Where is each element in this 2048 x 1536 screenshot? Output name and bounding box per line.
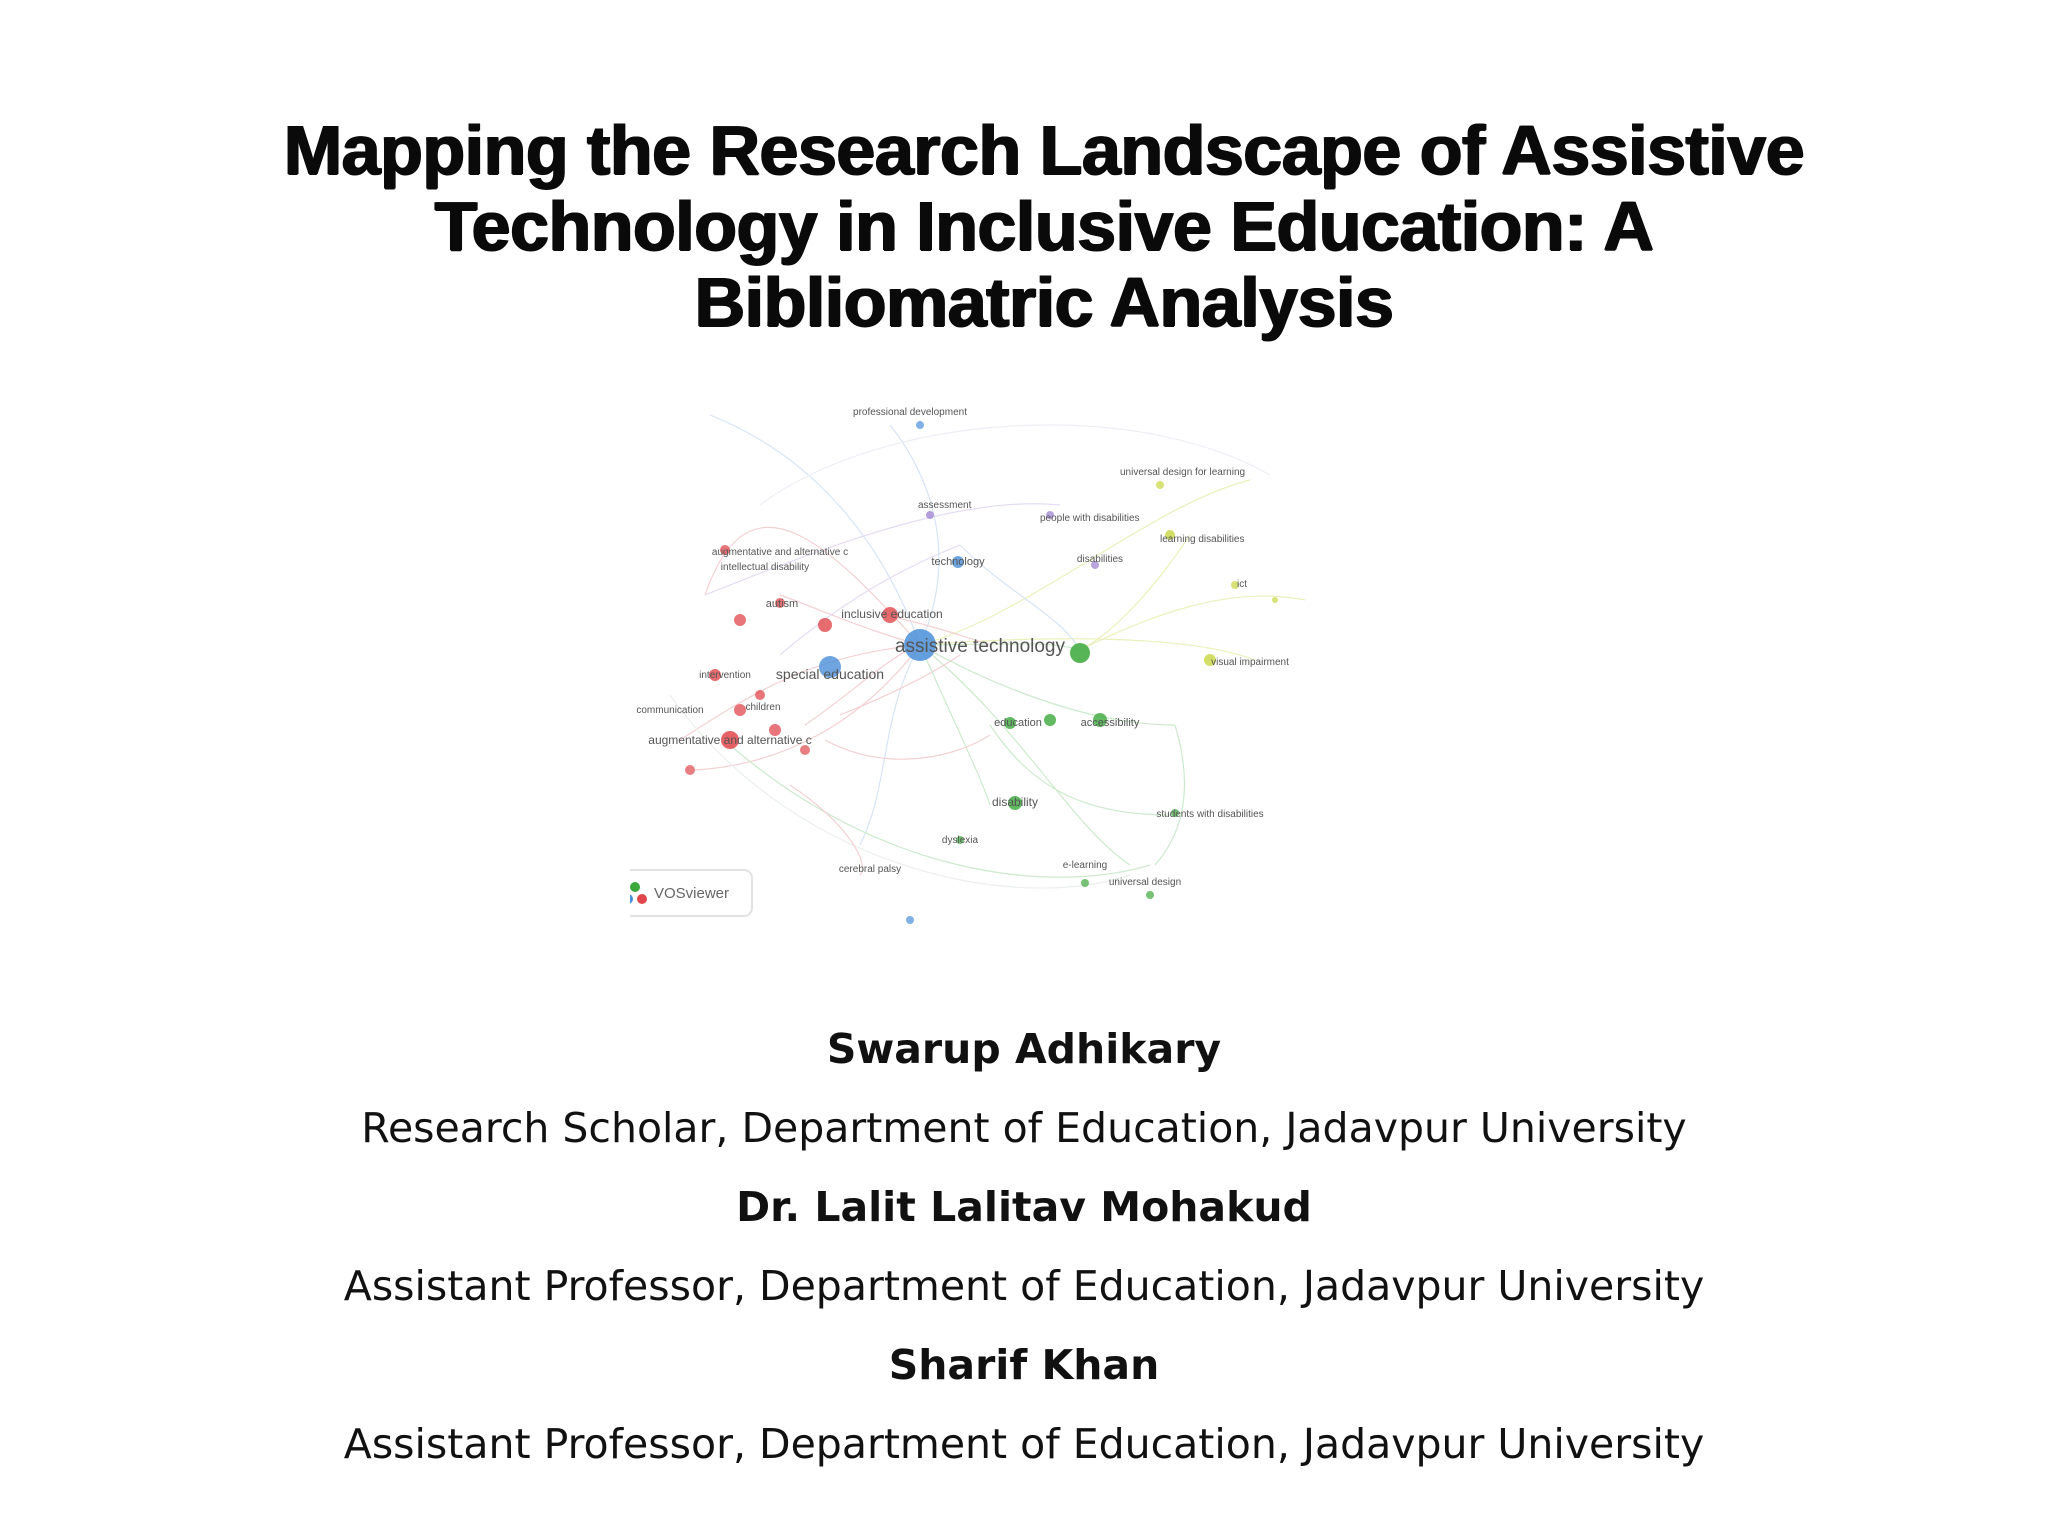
- label-aac-bottom: augmentative and alternative c: [648, 733, 812, 747]
- label-cerebral-palsy: cerebral palsy: [838, 864, 902, 875]
- label-learning-disabilities: learning disabilities: [1160, 534, 1245, 545]
- label-autism: autism: [765, 598, 799, 610]
- vosviewer-badge: [630, 870, 752, 916]
- author-name-1: Swarup Adhikary: [826, 1025, 1222, 1073]
- author-name-2: Dr. Lalit Lalitav Mohakud: [736, 1183, 1312, 1231]
- label-assessment: assessment: [918, 500, 972, 511]
- title-line-1: Mapping the Research Landscape of Assistive: [283, 111, 1805, 189]
- label-technology: technology: [931, 556, 985, 568]
- label-dyslexia: dyslexia: [941, 835, 979, 846]
- node-green-large: [1070, 643, 1090, 663]
- node-inclusive-education-2: [818, 618, 832, 632]
- label-communication: communication: [636, 705, 704, 716]
- author-list: [0, 1010, 2048, 1484]
- title-line-2: Technology in Inclusive Education: A: [434, 187, 1654, 265]
- label-assistive-technology: assistive technology: [894, 636, 1066, 657]
- node-communication: [734, 704, 746, 716]
- label-accessibility: accessibility: [1080, 717, 1140, 729]
- label-universal-design: universal design: [1108, 877, 1182, 888]
- label-disability: disability: [991, 795, 1039, 809]
- node-cerebral-palsy: [906, 916, 914, 924]
- node-red-small-4: [685, 765, 695, 775]
- node-red-small-2: [734, 614, 746, 626]
- vosviewer-badge-label: VOSviewer: [654, 885, 730, 902]
- title-line-3: Bibliomatric Analysis: [694, 263, 1394, 341]
- node-children: [755, 690, 765, 700]
- label-education: education: [994, 717, 1042, 729]
- label-special-education: special education: [775, 666, 885, 682]
- author-affiliation-1: Research Scholar, Department of Education, Jadavpur University: [361, 1104, 1687, 1152]
- node-e-learning: [1081, 879, 1089, 887]
- node-udl: [1156, 481, 1164, 489]
- node-assessment: [926, 511, 934, 519]
- node-universal-design: [1146, 891, 1154, 899]
- label-ict: ict: [1237, 579, 1247, 590]
- author-affiliation-2: Assistant Professor, Department of Education, Jadavpur University: [343, 1262, 1705, 1310]
- author-name-3: Sharif Khan: [888, 1341, 1160, 1389]
- label-universal-design-for-learning: universal design for learning: [1120, 467, 1246, 478]
- label-visual-impairment: visual impairment: [1211, 657, 1289, 668]
- label-e-learning: e-learning: [1062, 860, 1108, 871]
- label-intervention: intervention: [699, 670, 751, 681]
- label-students-with-disabilities: students with disabilities: [1156, 809, 1264, 820]
- presentation-title: [120, 112, 1968, 340]
- node-green-small: [1044, 714, 1056, 726]
- vosviewer-network-map: [630, 395, 1370, 935]
- network-svg: [630, 395, 1370, 935]
- node-professional-development: [916, 421, 924, 429]
- network-labels: [636, 407, 1289, 888]
- node-ict-2: [1272, 597, 1278, 603]
- author-affiliation-3: Assistant Professor, Department of Education, Jadavpur University: [343, 1420, 1705, 1468]
- label-aac-top: augmentative and alternative c: [711, 547, 849, 558]
- label-disabilities: disabilities: [1076, 554, 1124, 565]
- label-inclusive-education: inclusive education: [841, 607, 943, 621]
- label-children: children: [745, 702, 781, 713]
- label-intellectual-disability: intellectual disability: [720, 562, 810, 573]
- label-people-with-disabilities: people with disabilities: [1040, 513, 1140, 524]
- network-nodes: [685, 421, 1278, 924]
- label-professional-development: professional development: [853, 407, 967, 418]
